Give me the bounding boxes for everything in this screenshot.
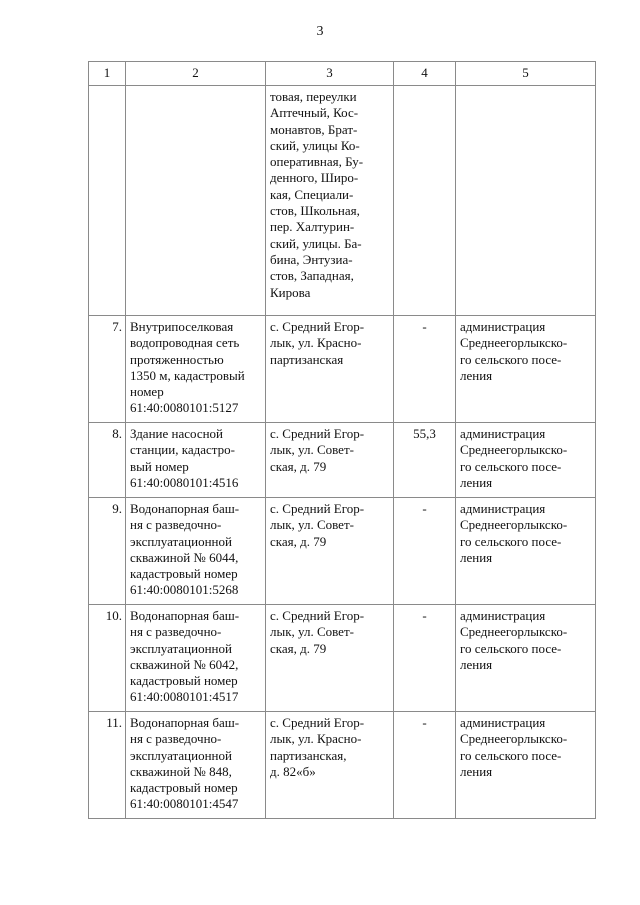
object-address: с. Средний Егор- лык, ул. Совет- ская, д. 79 bbox=[266, 498, 394, 605]
object-name: Внутрипоселковая водопроводная сеть протяженностью 1350 м, кадастровый номер 61:40:0080101:5127 bbox=[126, 316, 266, 423]
row-number: 7. bbox=[89, 316, 126, 423]
object-area bbox=[394, 86, 456, 316]
object-owner: администрация Среднеегорлыкско- го сельского посе- ления bbox=[456, 423, 596, 498]
table-header-row bbox=[89, 62, 596, 86]
object-area: - bbox=[394, 712, 456, 819]
column-header: 3 bbox=[266, 62, 394, 86]
table-row bbox=[89, 86, 596, 316]
object-area: - bbox=[394, 605, 456, 712]
page-number: 3 bbox=[316, 24, 324, 39]
row-number bbox=[89, 86, 126, 316]
object-address: с. Средний Егор- лык, ул. Красно- партизанская, д. 82«б» bbox=[266, 712, 394, 819]
object-address: с. Средний Егор- лык, ул. Совет- ская, д. 79 bbox=[266, 605, 394, 712]
object-name: Водонапорная баш- ня с разведочно- эксплуатационной скважиной № 6044, кадастровый номер 61:40:0080101:5268 bbox=[126, 498, 266, 605]
object-area: 55,3 bbox=[394, 423, 456, 498]
object-address: с. Средний Егор- лык, ул. Красно- партизанская bbox=[266, 316, 394, 423]
object-name bbox=[126, 86, 266, 316]
table-row bbox=[89, 712, 596, 819]
column-header: 1 bbox=[89, 62, 126, 86]
column-header: 4 bbox=[394, 62, 456, 86]
property-table bbox=[88, 61, 596, 819]
column-header: 2 bbox=[126, 62, 266, 86]
column-header: 5 bbox=[456, 62, 596, 86]
object-address: товая, переулки Аптечный, Кос- монавтов, Брат- ский, улицы Ко- оперативная, Бу- денного, Широ- кая, Специали- стов, Школьная, пер. Халтурин- ский, улицы. Ба- бина, Энтузиа- стов, Западная, Кирова bbox=[266, 86, 394, 316]
row-number: 10. bbox=[89, 605, 126, 712]
row-number: 8. bbox=[89, 423, 126, 498]
object-name: Водонапорная баш- ня с разведочно- эксплуатационной скважиной № 6042, кадастровый номер 61:40:0080101:4517 bbox=[126, 605, 266, 712]
object-name: Здание насосной станции, кадастро- вый номер 61:40:0080101:4516 bbox=[126, 423, 266, 498]
object-owner: администрация Среднеегорлыкско- го сельского посе- ления bbox=[456, 712, 596, 819]
row-number: 9. bbox=[89, 498, 126, 605]
object-address: с. Средний Егор- лык, ул. Совет- ская, д. 79 bbox=[266, 423, 394, 498]
table-row bbox=[89, 498, 596, 605]
object-owner: администрация Среднеегорлыкско- го сельского посе- ления bbox=[456, 316, 596, 423]
object-area: - bbox=[394, 316, 456, 423]
object-owner bbox=[456, 86, 596, 316]
object-owner: администрация Среднеегорлыкско- го сельского посе- ления bbox=[456, 498, 596, 605]
table-row bbox=[89, 605, 596, 712]
object-name: Водонапорная баш- ня с разведочно- эксплуатационной скважиной № 848, кадастровый номер 61:40:0080101:4547 bbox=[126, 712, 266, 819]
object-area: - bbox=[394, 498, 456, 605]
row-number: 11. bbox=[89, 712, 126, 819]
table-row bbox=[89, 316, 596, 423]
table-row bbox=[89, 423, 596, 498]
object-owner: администрация Среднеегорлыкско- го сельского посе- ления bbox=[456, 605, 596, 712]
